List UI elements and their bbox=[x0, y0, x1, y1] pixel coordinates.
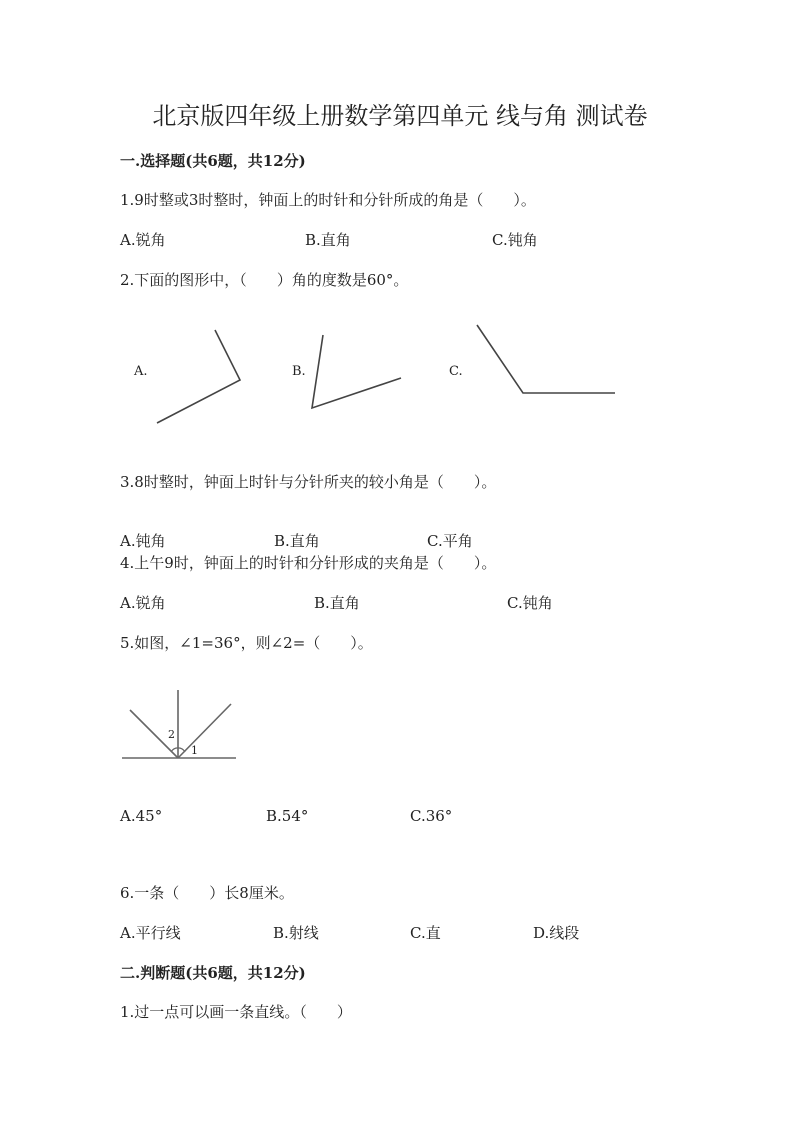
question-2-text: 2.下面的图形中，（ ）角的度数是60°。 bbox=[120, 271, 409, 289]
judgement-question-1-text: 1.过一点可以画一条直线。（ ） bbox=[120, 1003, 352, 1021]
right-ray bbox=[178, 704, 231, 758]
section-heading-choice: 一.选择题(共6题，共12分) bbox=[120, 152, 306, 170]
question-3-option-c[interactable]: C.平角 bbox=[427, 532, 473, 550]
question-6-option-d[interactable]: D.线段 bbox=[533, 924, 580, 942]
angle-b-shape bbox=[312, 335, 401, 408]
angle-2-label: 2 bbox=[168, 728, 175, 741]
question-1-option-a[interactable]: A.锐角 bbox=[120, 231, 166, 249]
question-6-option-c[interactable]: C.直 bbox=[410, 924, 441, 942]
question-4-option-b[interactable]: B.直角 bbox=[314, 594, 360, 612]
question-6-text: 6.一条（ ）长8厘米。 bbox=[120, 884, 294, 902]
question-1-option-c[interactable]: C.钝角 bbox=[492, 231, 538, 249]
question-2-angle-figure bbox=[0, 320, 800, 430]
figure-label-c: C. bbox=[449, 364, 463, 379]
question-6-option-b[interactable]: B.射线 bbox=[273, 924, 319, 942]
question-5-option-c[interactable]: C.36° bbox=[410, 807, 453, 825]
question-5-option-a[interactable]: A.45° bbox=[120, 807, 163, 825]
question-1-option-b[interactable]: B.直角 bbox=[305, 231, 351, 249]
question-4-option-c[interactable]: C.钝角 bbox=[507, 594, 553, 612]
question-5-angle-figure bbox=[118, 688, 248, 768]
angle-c-shape bbox=[477, 325, 615, 393]
page-title: 北京版四年级上册数学第四单元 线与角 测试卷 bbox=[152, 102, 648, 130]
question-5-text: 5.如图，∠1=36°，则∠2=（ ）。 bbox=[120, 634, 373, 652]
angle-1-label: 1 bbox=[191, 744, 198, 757]
question-6-option-a[interactable]: A.平行线 bbox=[120, 924, 181, 942]
question-5-option-b[interactable]: B.54° bbox=[266, 807, 309, 825]
angle-a-shape bbox=[157, 330, 240, 423]
figure-label-a: A. bbox=[134, 364, 148, 379]
question-3-option-a[interactable]: A.钝角 bbox=[120, 532, 166, 550]
question-3-option-b[interactable]: B.直角 bbox=[274, 532, 320, 550]
section-heading-judgement: 二.判断题(共6题，共12分) bbox=[120, 964, 306, 982]
figure-label-b: B. bbox=[292, 364, 306, 379]
question-4-text: 4.上午9时，钟面上的时针和分针形成的夹角是（ ）。 bbox=[120, 554, 497, 572]
question-4-option-a[interactable]: A.锐角 bbox=[120, 594, 166, 612]
question-3-text: 3.8时整时，钟面上时针与分针所夹的较小角是（ ）。 bbox=[120, 473, 497, 491]
question-1-text: 1.9时整或3时整时，钟面上的时针和分针所成的角是（ ）。 bbox=[120, 191, 536, 209]
